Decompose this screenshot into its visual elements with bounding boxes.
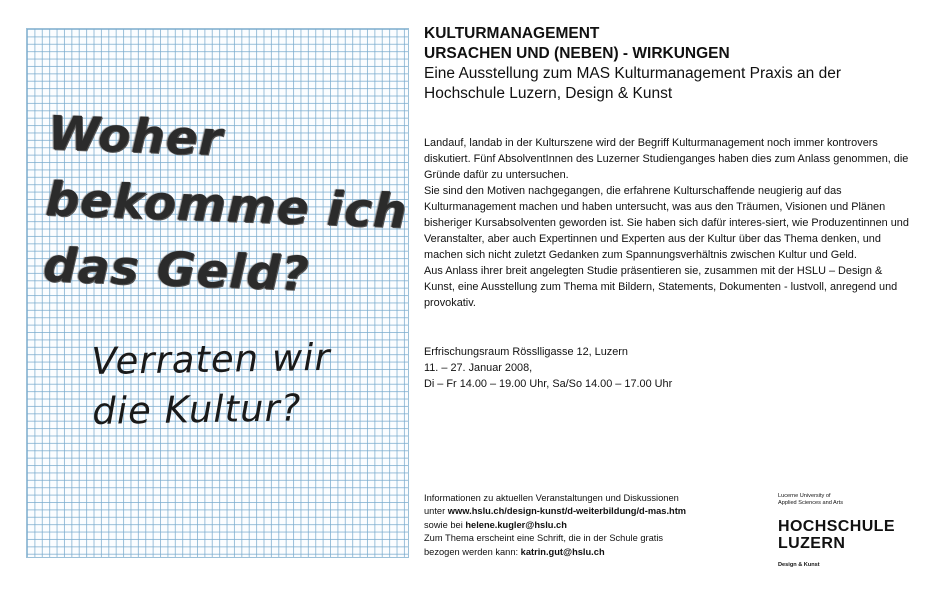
venue-block bbox=[424, 344, 914, 392]
heading-block bbox=[424, 24, 924, 104]
info-line-3 bbox=[424, 519, 754, 532]
info-prefix: unter bbox=[424, 506, 448, 517]
website-link[interactable]: www.hslu.ch/design-kunst/d-weiterbildung/d-mas.htm bbox=[447, 506, 687, 517]
info-prefix: bezogen werden kann: bbox=[424, 546, 521, 557]
description-block bbox=[424, 135, 914, 311]
info-line-5 bbox=[424, 546, 754, 559]
publication-email-link[interactable]: katrin.gut@hslu.ch bbox=[520, 546, 605, 557]
title-line-1: KULTURMANAGEMENT bbox=[424, 25, 600, 42]
info-prefix: sowie bei bbox=[424, 519, 466, 530]
description-paragraph-1: Landauf, landab in der Kulturszene wird der Begriff Kulturmanagement noch immer kontrovers diskutiert. Fünf AbsolventInnen des Luzerner Studienganges haben dies zum Anlass genommen, die Gründe dafür zu untersuchen. bbox=[424, 137, 909, 181]
handwritten-question-money: Woher bekomme ich das Geld? bbox=[42, 105, 409, 303]
subtitle-line-2: Hochschule Luzern, Design & Kunst bbox=[424, 85, 673, 102]
handwritten-question-culture: Verraten wir die Kultur? bbox=[91, 335, 332, 433]
logo-wordmark-1: HOCHSCHULE bbox=[778, 517, 895, 535]
title-line-2: URSACHEN UND (NEBEN) - WIRKUNGEN bbox=[424, 45, 730, 62]
venue-hours: Di – Fr 14.00 – 19.00 Uhr, Sa/So 14.00 – 17.00 Uhr bbox=[424, 378, 673, 390]
contact-email-link[interactable]: helene.kugler@hslu.ch bbox=[465, 519, 567, 530]
logo-department: Design & Kunst bbox=[778, 561, 820, 568]
graph-paper-poster bbox=[26, 28, 409, 558]
venue-dates: 11. – 27. Januar 2008, bbox=[424, 362, 533, 374]
hslu-logo bbox=[778, 493, 908, 569]
subtitle-line-1: Eine Ausstellung zum MAS Kulturmanagement Praxis an der bbox=[424, 65, 841, 82]
info-line-4: Zum Thema erscheint eine Schrift, die in der Schule gratis bbox=[424, 533, 664, 544]
logo-wordmark-2: LUZERN bbox=[778, 534, 846, 552]
logo-tagline-2: Applied Sciences and Arts bbox=[778, 500, 843, 507]
logo-tagline-1: Lucerne University of bbox=[778, 493, 831, 499]
info-block bbox=[424, 492, 754, 559]
info-line-2 bbox=[424, 505, 754, 518]
info-line-1: Informationen zu aktuellen Veranstaltungen und Diskussionen bbox=[424, 493, 679, 503]
description-paragraph-2: Sie sind den Motiven nachgegangen, die erfahrene Kulturschaffende neugierig auf das Kulturmanagement machen und haben untersucht, was aus den Träumen, Visionen und Plänen bisheriger Kursabsolventen geworden ist. Sie haben sich dafür interes-siert, wie Produzentinnen und Veranstalter, aber auch Expertinnen und Experten aus der Kultur über das Thema denken, und machen sich nicht zuletzt Gedanken zum Spannungsverhältnis zwischen Kultur und Geld. bbox=[424, 185, 909, 261]
description-paragraph-3: Aus Anlass ihrer breit angelegten Studie präsentieren sie, zusammen mit der HSLU – Design & Kunst, eine Ausstellung zum Thema mit Bildern, Statements, Dokumenten - lustvoll, anregend und provokativ. bbox=[424, 265, 898, 309]
venue-place: Erfrischungsraum Rösslligasse 12, Luzern bbox=[424, 346, 628, 358]
